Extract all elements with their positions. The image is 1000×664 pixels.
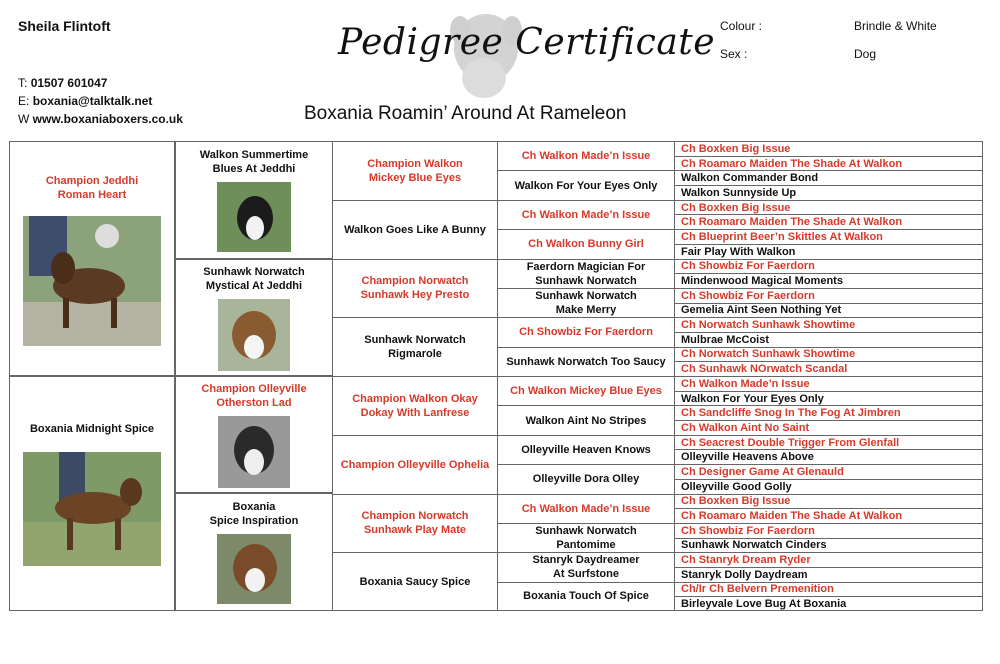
gen4-cell [497,435,675,465]
gen5-cell [674,317,983,333]
gen5-cell [674,185,983,201]
dog-photo [217,182,291,252]
ancestor-name: Ch Sandcliffe Snog In The Fog At Jimbren [681,407,901,420]
ancestor-name: Ch Roamaro Maiden The Shade At Walkon [681,510,903,523]
ancestor-name: Sunhawk Norwatch Rigmarole [364,334,466,361]
gen5-cell [674,464,983,480]
gen4-cell [497,582,675,611]
ancestor-name: Ch Blueprint Beer’n Skittles At Walkon [681,230,883,243]
gen3-cell [332,259,498,319]
ancestor-name: Champion Walkon Mickey Blue Eyes [367,157,463,184]
ancestor-name: Ch Roamaro Maiden The Shade At Walkon [681,157,903,170]
ancestor-name: Champion Olleyville Ophelia [340,458,490,471]
gen5-cell [674,229,983,245]
ancestor-name: Walkon For Your Eyes Only [514,179,658,192]
gen4-cell [497,552,675,582]
gen2-cell [175,259,333,376]
colour-value: Brindle & White [854,19,937,33]
ancestor-name: Faerdorn Magician For Sunhawk Norwatch [526,260,646,287]
dog-photo [218,416,290,488]
gen4-cell [497,259,675,289]
ancestor-name: Sunhawk Norwatch Mystical At Jeddhi [203,265,305,292]
owner-phone-line [18,76,107,90]
ancestor-name: Ch Boxken Big Issue [681,495,791,508]
ancestor-name: Mulbrae McCoist [681,333,770,346]
gen5-cell [674,523,983,539]
ancestor-name: Ch Showbiz For Faerdorn [681,524,815,537]
sire-name: Champion Jeddhi Roman Heart [45,175,139,201]
gen4-cell [497,464,675,494]
ancestor-name: Boxania Saucy Spice [359,575,471,588]
ancestor-name: Champion Norwatch Sunhawk Hey Presto [360,275,470,302]
gen4-cell [497,141,675,171]
gen3-cell [332,200,498,260]
gen5-cell [674,347,983,363]
ancestor-name: Champion Walkon Okay Dokay With Lanfrese [352,392,478,419]
ancestor-name: Ch Roamaro Maiden The Shade At Walkon [681,216,903,229]
gen4-cell [497,523,675,553]
ancestor-name: Olleyville Good Golly [681,480,792,493]
ancestor-name: Gemelia Aint Seen Nothing Yet [681,304,842,317]
ancestor-name: Walkon For Your Eyes Only [681,392,824,405]
ancestor-name: Walkon Aint No Stripes [525,414,647,427]
certificate-title: Pedigree Certificate [338,22,716,63]
ancestor-name: Ch Stanryk Dream Ryder [681,554,811,567]
pedigree-table [9,141,983,611]
gen2-cell [175,141,333,259]
ancestor-name: Stanryk Daydreamer At Surfstone [532,554,640,581]
dog-photo [217,534,291,604]
ancestor-name: Ch Showbiz For Faerdorn [681,289,815,302]
gen5-cell [674,200,983,216]
gen3-cell [332,552,498,611]
gen4-cell [497,376,675,406]
ancestor-name: Ch Boxken Big Issue [681,142,791,155]
gen4-cell [497,288,675,318]
gen5-cell [674,273,983,289]
sire-cell [9,141,175,376]
ancestor-name: Champion Olleyville Otherston Lad [201,382,307,409]
gen5-cell [674,288,983,304]
ancestor-name: Ch Designer Game At Glenauld [681,465,844,478]
ancestor-name: Ch Showbiz For Faerdorn [519,326,653,339]
dam-cell [9,376,175,611]
gen5-cell [674,538,983,554]
gen5-cell [674,508,983,524]
ancestor-name: Walkon Goes Like A Bunny [344,223,486,236]
gen3-cell [332,376,498,436]
gen5-cell [674,596,983,611]
ancestor-name: Boxania Touch Of Spice [523,590,649,603]
ancestor-name: Birleyvale Love Bug At Boxania [681,597,847,610]
email-label: E: [18,94,30,108]
gen5-cell [674,332,983,348]
ancestor-name: Sunhawk Norwatch Pantomime [535,525,637,552]
gen5-cell [674,420,983,436]
ancestor-name: Ch/Ir Ch Belvern Premenition [681,583,834,596]
ancestor-name: Ch Norwatch Sunhawk Showtime [681,319,856,332]
colour-label: Colour : [720,19,763,33]
gen5-cell [674,405,983,421]
ancestor-name: Ch Boxken Big Issue [681,201,791,214]
gen3-cell [332,141,498,201]
gen4-cell [497,405,675,435]
sex-value: Dog [854,47,877,61]
gen4-cell [497,317,675,347]
gen4-cell [497,229,675,259]
gen3-cell [332,435,498,495]
dam-photo [23,452,161,566]
ancestor-name: Mindenwood Magical Moments [681,275,843,288]
dog-photo [218,299,290,371]
owner-website[interactable]: www.boxaniaboxers.co.uk [32,112,183,126]
gen5-cell [674,303,983,319]
gen5-cell [674,449,983,465]
ancestor-name: Ch Walkon Bunny Girl [528,238,644,251]
owner-email[interactable]: boxania@talktalk.net [32,94,153,108]
gen4-cell [497,200,675,230]
ancestor-name: Ch Walkon Made’n Issue [521,208,651,221]
ancestor-name: Walkon Commander Bond [681,172,819,185]
ancestor-name: Olleyville Heaven Knows [521,443,651,456]
ancestor-name: Olleyville Dora Olley [532,473,640,486]
gen3-cell [332,317,498,377]
owner-email-line [18,94,152,108]
ancestor-name: Ch Seacrest Double Trigger From Glenfall [681,436,900,449]
gen5-cell [674,214,983,230]
ancestor-name: Olleyville Heavens Above [681,451,814,464]
web-label: W [18,112,30,126]
owner-phone: 01507 601047 [30,76,108,90]
gen5-cell [674,552,983,568]
owner-name: Sheila Flintoft [18,18,111,34]
gen2-cell [175,493,333,611]
gen5-cell [674,141,983,157]
gen5-cell [674,376,983,392]
ancestor-name: Ch Walkon Made’n Issue [521,502,651,515]
ancestor-name: Ch Showbiz For Faerdorn [681,260,815,273]
ancestor-name: Ch Walkon Mickey Blue Eyes [510,385,662,398]
gen5-cell [674,361,983,377]
ancestor-name: Sunhawk Norwatch Cinders [681,539,827,552]
gen5-cell [674,479,983,495]
ancestor-name: Walkon Sunnyside Up [681,186,797,199]
phone-label: T: [18,76,28,90]
ancestor-name: Ch Norwatch Sunhawk Showtime [681,348,856,361]
gen4-cell [497,347,675,377]
gen5-cell [674,391,983,407]
gen5-cell [674,435,983,451]
sex-label: Sex : [720,47,748,61]
gen5-cell [674,244,983,260]
ancestor-name: Sunhawk Norwatch Too Saucy [506,355,666,368]
gen5-cell [674,156,983,172]
ancestor-name: Stanryk Dolly Daydream [681,568,808,581]
ancestor-name: Ch Walkon Aint No Saint [681,421,810,434]
ancestor-name: Ch Walkon Made’n Issue [681,377,810,390]
dog-name: Boxania Roamin’ Around At Rameleon [304,103,627,124]
ancestor-name: Ch Sunhawk NOrwatch Scandal [681,363,848,376]
gen5-cell [674,170,983,186]
gen2-cell [175,376,333,493]
gen4-cell [497,170,675,200]
sire-photo [23,216,161,346]
gen5-cell [674,259,983,275]
ancestor-name: Walkon Summertime Blues At Jeddhi [199,149,309,175]
ancestor-name: Sunhawk Norwatch Make Merry [535,290,637,317]
ancestor-name: Boxania Spice Inspiration [209,501,299,527]
gen5-cell [674,582,983,598]
gen4-cell [497,494,675,524]
ancestor-name: Ch Walkon Made’n Issue [521,150,651,163]
gen3-cell [332,494,498,554]
dam-name: Boxania Midnight Spice [29,422,155,435]
owner-web-line [18,112,183,126]
ancestor-name: Champion Norwatch Sunhawk Play Mate [361,510,469,537]
gen5-cell [674,494,983,510]
ancestor-name: Fair Play With Walkon [681,245,796,258]
gen5-cell [674,567,983,583]
